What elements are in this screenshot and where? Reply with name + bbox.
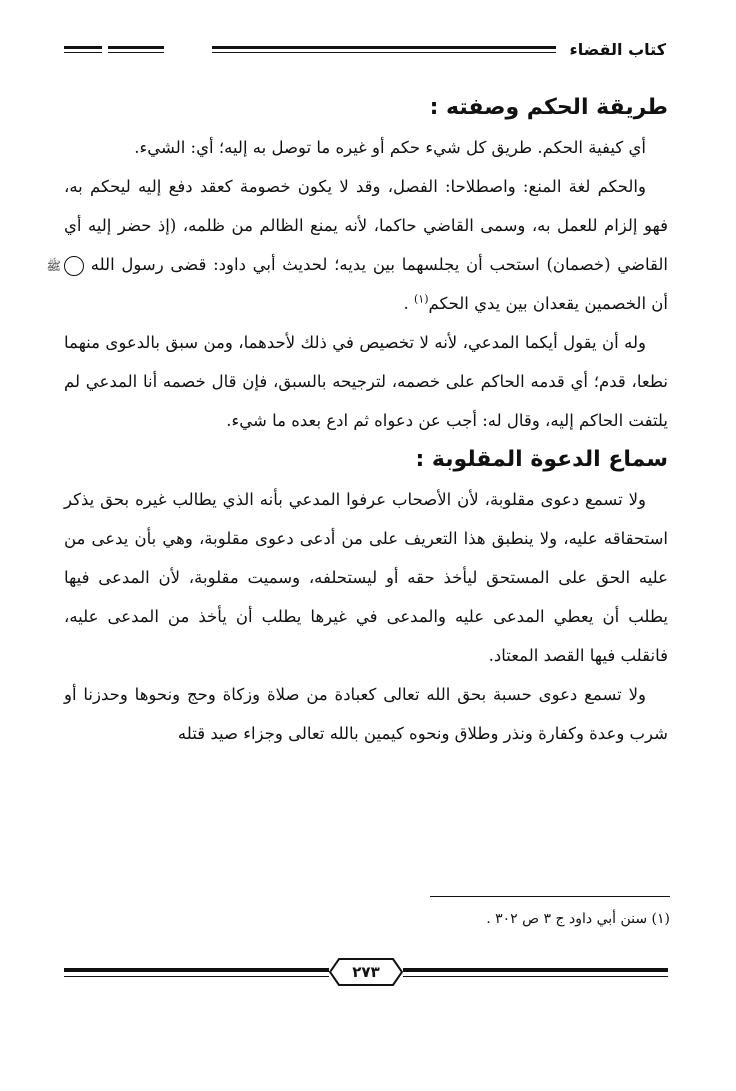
paragraph: وله أن يقول أيكما المدعي، لأنه لا تخصيص في ذلك لأحدهما، ومن سبق بالدعوى منهما نطعا، قدم؛ أي قدمه الحاكم على خصمه، لترجيحه بالسبق، فإن قال خصمه أنا المدعي لم يلتفت الحاكم إليه، وقال له: أجب عن دعواه ثم ادع بعده ما شيء. [64, 333, 668, 430]
page-number-badge [329, 958, 403, 986]
header-rule-left [108, 46, 164, 53]
paragraph: ولا تسمع دعوى مقلوبة، لأن الأصحاب عرفوا المدعي بأنه الذي يطالب غيره بحق يذكر استحقاقه عليه، ولا ينطبق هذا التعريف على من أدعى دعوى مقلوبة، وهي بأن يدعى من عليه الحق على المستحق ليأخذ حقه أو ليستحلفه، وسميت مقلوبة، لأن المدعى فيها يطلب أن يعطي المدعى عليه والمدعى في غيرها يطلب أن يأخذ من المدعى عليه، فانقلب فيها القصد المعتاد. [64, 490, 668, 665]
header-title: كتاب القضاء [569, 40, 666, 59]
footnote-separator [430, 896, 670, 897]
paragraph: ولا تسمع دعوى حسبة بحق الله تعالى كعبادة من صلاة وزكاة وحج ونحوها وحدزنا أو شرب وعدة وكفارة ونذر وطلاق ونحوه كيمين بالله تعالى وجزاء صيد قتله [64, 685, 668, 743]
paragraph-text: والحكم لغة المنع: واصطلاحا: الفصل، وقد لا يكون خصومة كعقد دفع إليه ليحكم به، فهو إلزام للعمل به، وسمى القاضي حاكما، لأنه يمنع الظالم من ظلمه، (إذ حضر إليه أي القاضي (خصمان) استحب أن يجلسهما بين يديه؛ لحديث أبي داود: قضى رسول الله [64, 177, 668, 274]
header-rule-left-end [64, 46, 102, 53]
page-footer [64, 958, 668, 988]
paragraph [46, 167, 668, 323]
running-header [64, 40, 666, 64]
section-heading-reversed-claim: سماع الدعوة المقلوبة : [415, 447, 668, 472]
header-rule [212, 46, 556, 53]
page-body [46, 88, 668, 753]
salla-symbol: ﷺ [64, 256, 84, 276]
paragraph: أي كيفية الحكم. طريق كل شيء حكم أو غيره ما توصل به إليه؛ أي: الشيء. [134, 138, 646, 157]
footnote-reference: (١) [413, 292, 429, 306]
paragraph-end-mark: . [403, 294, 409, 313]
footnote: (١) سنن أبي داود ج ٣ ص ٣٠٢ . [486, 911, 670, 927]
section-heading-ruling-method: طريقة الحكم وصفته : [429, 95, 668, 120]
paragraph-text: أن الخصمين يقعدان بين يدي الحكم [428, 294, 668, 313]
page-number: ٢٧٣ [352, 963, 380, 981]
